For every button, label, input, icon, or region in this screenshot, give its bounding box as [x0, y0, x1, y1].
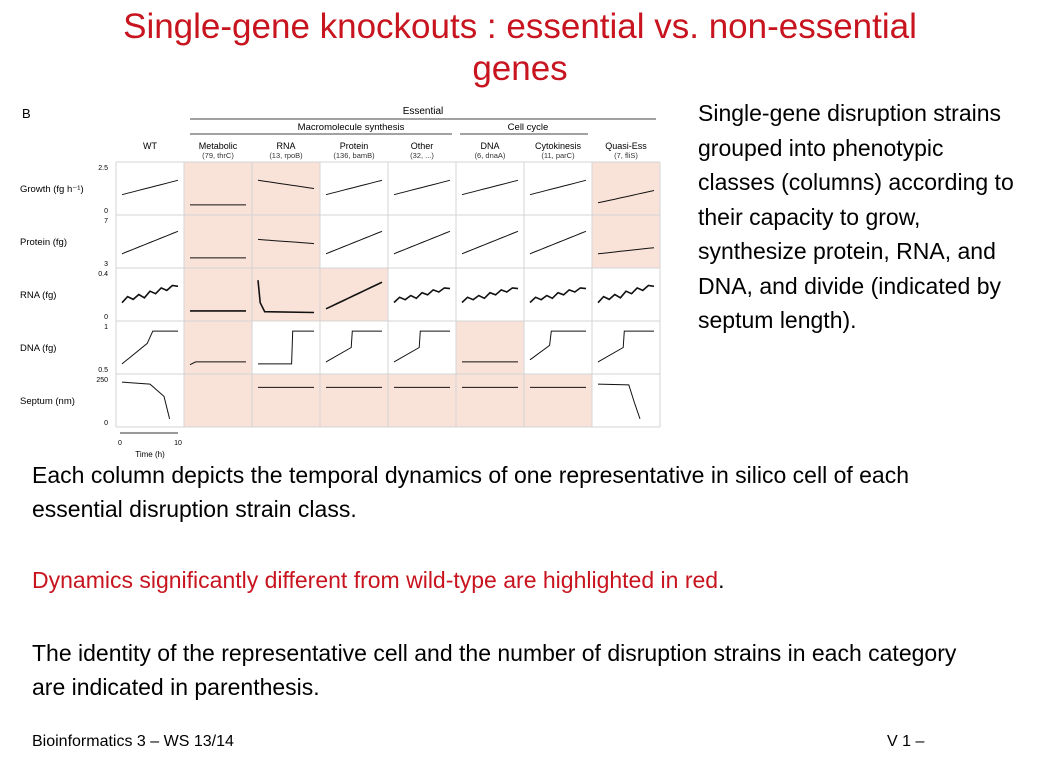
trace-line [394, 331, 450, 362]
trace-line [598, 384, 640, 419]
row-label: DNA (fg) [20, 343, 57, 354]
header-macromolecule: Macromolecule synthesis [297, 122, 405, 133]
trace-line [462, 231, 518, 254]
highlight-cell [184, 374, 252, 427]
paragraph-identity-note: The identity of the representative cell and the number of disruption strains in each category are indicated in parenthesis. [32, 640, 957, 700]
row-tick-top: 7 [104, 218, 108, 225]
trace-line [598, 331, 654, 362]
row-label: Protein (fg) [20, 237, 67, 248]
column-subheader: (7, fliS) [614, 151, 638, 160]
column-subheader: (13, rpoB) [269, 151, 303, 160]
panel-label: B [22, 106, 31, 121]
column-subheader: (32, ...) [410, 151, 434, 160]
trace-line [122, 231, 178, 254]
column-header: Metabolic [198, 141, 238, 151]
column-header: WT [143, 141, 157, 151]
trace-line [258, 331, 314, 364]
row-tick-top: 2.5 [98, 165, 108, 172]
footer-course: Bioinformatics 3 – WS 13/14 [32, 733, 234, 750]
footer-slide-number: V 1 – [887, 733, 925, 750]
highlight-cell [456, 321, 524, 374]
trace-line [394, 180, 450, 194]
row-label: RNA (fg) [20, 290, 57, 301]
column-subheader: (136, bamB) [333, 151, 375, 160]
trace-line [530, 331, 586, 360]
highlight-cell [320, 374, 388, 427]
column-header: Cytokinesis [534, 141, 582, 151]
column-subheader: (11, parC) [541, 151, 575, 160]
highlight-note-period: . [718, 567, 725, 593]
column-subheader: (6, dnaA) [474, 151, 506, 160]
highlight-cell [184, 268, 252, 321]
time-tick-start: 0 [118, 440, 122, 447]
paragraph-highlight-note [32, 563, 992, 597]
trace-line [530, 180, 586, 194]
row-tick-bottom: 0 [104, 208, 108, 215]
trace-line [462, 288, 518, 303]
column-header: Other [410, 141, 434, 151]
trace-line [122, 382, 170, 419]
phenotype-grid-svg [18, 100, 663, 459]
trace-line [122, 331, 178, 364]
row-tick-bottom: 3 [104, 261, 108, 268]
trace-line [462, 180, 518, 194]
highlight-cell [388, 374, 456, 427]
header-cellcycle: Cell cycle [507, 122, 549, 133]
header-essential: Essential [402, 106, 444, 117]
highlight-cell [524, 374, 592, 427]
slide-title [0, 6, 1040, 90]
knockout-phenotype-figure [18, 100, 663, 459]
trace-line [326, 331, 382, 362]
highlight-cell [252, 162, 320, 215]
trace-line [122, 286, 178, 303]
highlight-cell [592, 162, 660, 215]
paragraph-column-dynamics: Each column depicts the temporal dynamics of one representative in silico cell of each essential disruption strain class. [32, 462, 910, 522]
trace-line [598, 286, 654, 303]
highlight-cell [184, 321, 252, 374]
slide-title-line1: Single-gene knockouts : essential vs. non-essential [123, 7, 917, 46]
row-tick-bottom: 0 [104, 314, 108, 321]
trace-line [326, 180, 382, 194]
row-tick-bottom: 0 [104, 420, 108, 427]
time-axis-label: Time (h) [135, 450, 165, 459]
row-tick-top: 1 [104, 324, 108, 331]
row-tick-bottom: 0.5 [98, 367, 108, 374]
row-tick-top: 250 [96, 377, 108, 384]
trace-line [394, 288, 450, 303]
trace-line [326, 231, 382, 254]
time-tick-end: 10 [174, 440, 182, 447]
column-header: RNA [276, 141, 296, 151]
figure-description: Single-gene disruption strains grouped into phenotypic classes (columns) according to their capacity to grow, synthesize protein, RNA, and DNA, and divide (indicated by septum length). [698, 100, 1014, 333]
trace-line [394, 231, 450, 254]
row-label: Growth (fg h⁻¹) [20, 184, 84, 195]
highlight-note-text: Dynamics significantly different from wild-type are highlighted in red [32, 567, 719, 593]
trace-line [530, 231, 586, 254]
trace-line [122, 180, 178, 194]
highlight-cell [592, 215, 660, 268]
column-header: DNA [480, 141, 500, 151]
trace-line [530, 288, 586, 303]
highlight-cell [252, 374, 320, 427]
highlight-cell [184, 162, 252, 215]
highlight-cell [184, 215, 252, 268]
slide-title-line2: genes [472, 49, 568, 88]
column-header: Protein [339, 141, 369, 151]
column-header: Quasi-Ess [605, 141, 647, 151]
highlight-cell [320, 268, 388, 321]
column-subheader: (79, thrC) [202, 151, 234, 160]
row-label: Septum (nm) [20, 396, 75, 407]
row-tick-top: 0.4 [98, 271, 108, 278]
highlight-cell [456, 374, 524, 427]
